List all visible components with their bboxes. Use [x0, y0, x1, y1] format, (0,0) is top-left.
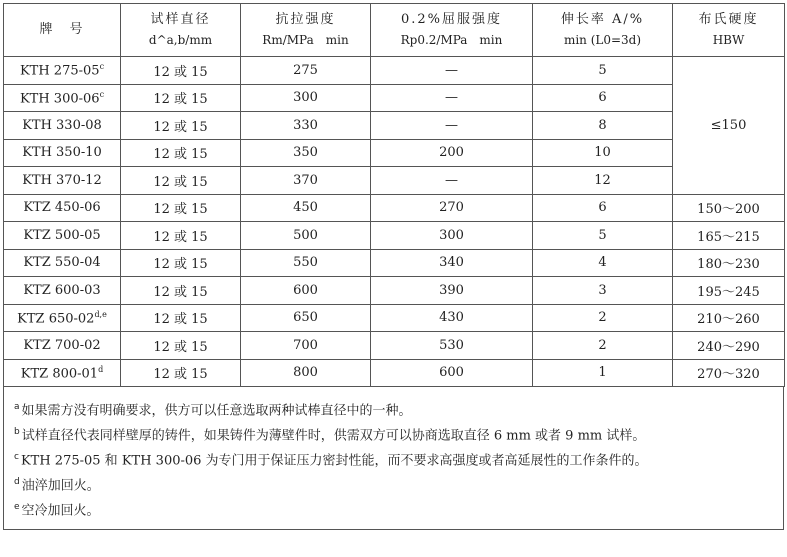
table-row — [4, 112, 785, 140]
footnote-item — [14, 420, 773, 445]
yield-cell: 270 — [371, 194, 533, 222]
column-header-title: 试样直径 — [150, 12, 211, 27]
tensile-cell: 300 — [241, 84, 371, 112]
column-header-unit: Rm/MPa min — [262, 33, 349, 47]
diameter-cell: 12 或 15 — [121, 84, 241, 112]
grade-label: KTH 350-10 — [22, 145, 102, 161]
tensile-cell: 800 — [241, 359, 371, 387]
column-header-unit: d^a,b/mm — [148, 33, 213, 47]
tensile-cell: 650 — [241, 304, 371, 332]
elong-cell: 2 — [533, 304, 673, 332]
elong-cell: 12 — [533, 167, 673, 195]
hbw-cell: ≤150 — [673, 57, 785, 195]
hbw-cell: 240～290 — [673, 332, 785, 360]
hbw-cell: 165～215 — [673, 222, 785, 250]
diameter-cell: 12 或 15 — [121, 167, 241, 195]
hbw-cell: 180～230 — [673, 249, 785, 277]
grade-cell — [4, 57, 121, 85]
table-header — [4, 4, 785, 57]
hbw-cell: 210～260 — [673, 304, 785, 332]
tensile-cell: 700 — [241, 332, 371, 360]
tensile-cell: 330 — [241, 112, 371, 140]
tensile-cell: 600 — [241, 277, 371, 305]
grade-label: KTH 275-05 — [19, 63, 100, 79]
tensile-cell: 500 — [241, 222, 371, 250]
yield-cell: 390 — [371, 277, 533, 305]
grade-label: KTZ 800-01 — [20, 365, 99, 381]
footnote-ref: c — [99, 62, 105, 72]
column-header — [673, 4, 785, 57]
table-row — [4, 57, 785, 85]
table-row — [4, 359, 785, 387]
yield-cell: 430 — [371, 304, 533, 332]
grade-label: KTH 300-06 — [19, 90, 100, 106]
footnote-text: 如果需方没有明确要求，供方可以任意选取两种试棒直径中的一种。 — [21, 403, 412, 419]
diameter-cell: 12 或 15 — [121, 249, 241, 277]
mechanical-properties-table — [3, 3, 785, 387]
standard-table-document — [3, 3, 784, 551]
yield-cell: — — [371, 84, 533, 112]
grade-cell — [4, 84, 121, 112]
elong-cell: 2 — [533, 332, 673, 360]
diameter-cell: 12 或 15 — [121, 359, 241, 387]
table-row — [4, 167, 785, 195]
column-header-title: 抗拉强度 — [275, 12, 336, 27]
grade-cell — [4, 167, 121, 195]
footnote-item — [14, 470, 773, 495]
grade-cell — [4, 277, 121, 305]
column-header-unit: HBW — [712, 33, 745, 47]
footnote-text: 空冷加回火。 — [21, 503, 100, 519]
footnote-text: 试样直径代表同样壁厚的铸件，如果铸件为薄壁件时，供需双方可以协商选取直径 6 mm 或者 9 mm 试样。 — [21, 428, 646, 444]
diameter-cell: 12 或 15 — [121, 57, 241, 85]
yield-cell: 300 — [371, 222, 533, 250]
footnote-text: KTH 275-05 和 KTH 300-06 为专门用于保证压力密封性能，而不要求高强度或者高延展性的工作条件的。 — [20, 453, 648, 469]
diameter-cell: 12 或 15 — [121, 222, 241, 250]
table-row — [4, 222, 785, 250]
grade-label: KTH 370-12 — [22, 172, 102, 188]
footnote-mark: a — [14, 402, 20, 412]
footnote-ref: d — [98, 364, 104, 374]
grade-cell — [4, 304, 121, 332]
column-header — [241, 4, 371, 57]
diameter-cell: 12 或 15 — [121, 332, 241, 360]
diameter-cell: 12 或 15 — [121, 139, 241, 167]
elong-cell: 1 — [533, 359, 673, 387]
diameter-cell: 12 或 15 — [121, 194, 241, 222]
table-row — [4, 249, 785, 277]
tensile-cell: 450 — [241, 194, 371, 222]
elong-cell: 5 — [533, 57, 673, 85]
yield-cell: — — [371, 167, 533, 195]
tensile-cell: 370 — [241, 167, 371, 195]
column-header-unit: Rp0.2/MPa min — [400, 33, 503, 47]
hbw-cell: 270～320 — [673, 359, 785, 387]
column-header-title: 布氏硬度 — [698, 12, 759, 27]
grade-label: KTZ 700-02 — [23, 337, 101, 353]
yield-cell: 340 — [371, 249, 533, 277]
column-header — [4, 4, 121, 57]
grade-label: KTZ 450-06 — [23, 200, 101, 216]
yield-cell: — — [371, 112, 533, 140]
elong-cell: 6 — [533, 84, 673, 112]
footnote-mark: d — [14, 477, 20, 487]
hbw-cell: 195～245 — [673, 277, 785, 305]
grade-label: KTZ 550-04 — [23, 255, 101, 271]
elong-cell: 10 — [533, 139, 673, 167]
table-row — [4, 139, 785, 167]
elong-cell: 6 — [533, 194, 673, 222]
elong-cell: 3 — [533, 277, 673, 305]
grade-cell — [4, 359, 121, 387]
table-row — [4, 304, 785, 332]
footnote-mark: c — [14, 452, 19, 462]
column-header — [121, 4, 241, 57]
footnote-item — [14, 445, 773, 470]
table-row — [4, 332, 785, 360]
yield-cell: 530 — [371, 332, 533, 360]
yield-cell: 600 — [371, 359, 533, 387]
footnote-mark: e — [14, 502, 20, 512]
grade-cell — [4, 249, 121, 277]
footnotes — [3, 387, 784, 530]
table-row — [4, 277, 785, 305]
grade-label: KTZ 650-02 — [17, 310, 95, 326]
grade-label: KTZ 500-05 — [23, 227, 101, 243]
footnote-text: 油淬加回火。 — [21, 478, 100, 494]
diameter-cell: 12 或 15 — [121, 277, 241, 305]
table-body — [4, 57, 785, 387]
yield-cell: — — [371, 57, 533, 85]
grade-cell — [4, 332, 121, 360]
grade-cell — [4, 194, 121, 222]
hbw-cell: 150～200 — [673, 194, 785, 222]
grade-cell — [4, 112, 121, 140]
footnote-item — [14, 495, 773, 520]
diameter-cell: 12 或 15 — [121, 112, 241, 140]
elong-cell: 5 — [533, 222, 673, 250]
column-header-title: 0.2%屈服强度 — [400, 12, 503, 27]
column-header-unit: min (L0=3d) — [563, 33, 642, 47]
column-header-title: 伸长率 A/% — [560, 12, 645, 27]
diameter-cell: 12 或 15 — [121, 304, 241, 332]
footnote-mark: b — [14, 427, 20, 437]
column-header-title: 牌 号 — [39, 22, 85, 37]
grade-cell — [4, 139, 121, 167]
tensile-cell: 550 — [241, 249, 371, 277]
table-row — [4, 84, 785, 112]
elong-cell: 4 — [533, 249, 673, 277]
column-header — [371, 4, 533, 57]
tensile-cell: 275 — [241, 57, 371, 85]
table-row — [4, 194, 785, 222]
tensile-cell: 350 — [241, 139, 371, 167]
column-header — [533, 4, 673, 57]
grade-cell — [4, 222, 121, 250]
elong-cell: 8 — [533, 112, 673, 140]
grade-label: KTH 330-08 — [22, 117, 102, 133]
footnote-ref: d,e — [94, 309, 107, 319]
grade-label: KTZ 600-03 — [23, 282, 101, 298]
footnote-item — [14, 395, 773, 420]
footnote-ref: c — [99, 89, 105, 99]
yield-cell: 200 — [371, 139, 533, 167]
